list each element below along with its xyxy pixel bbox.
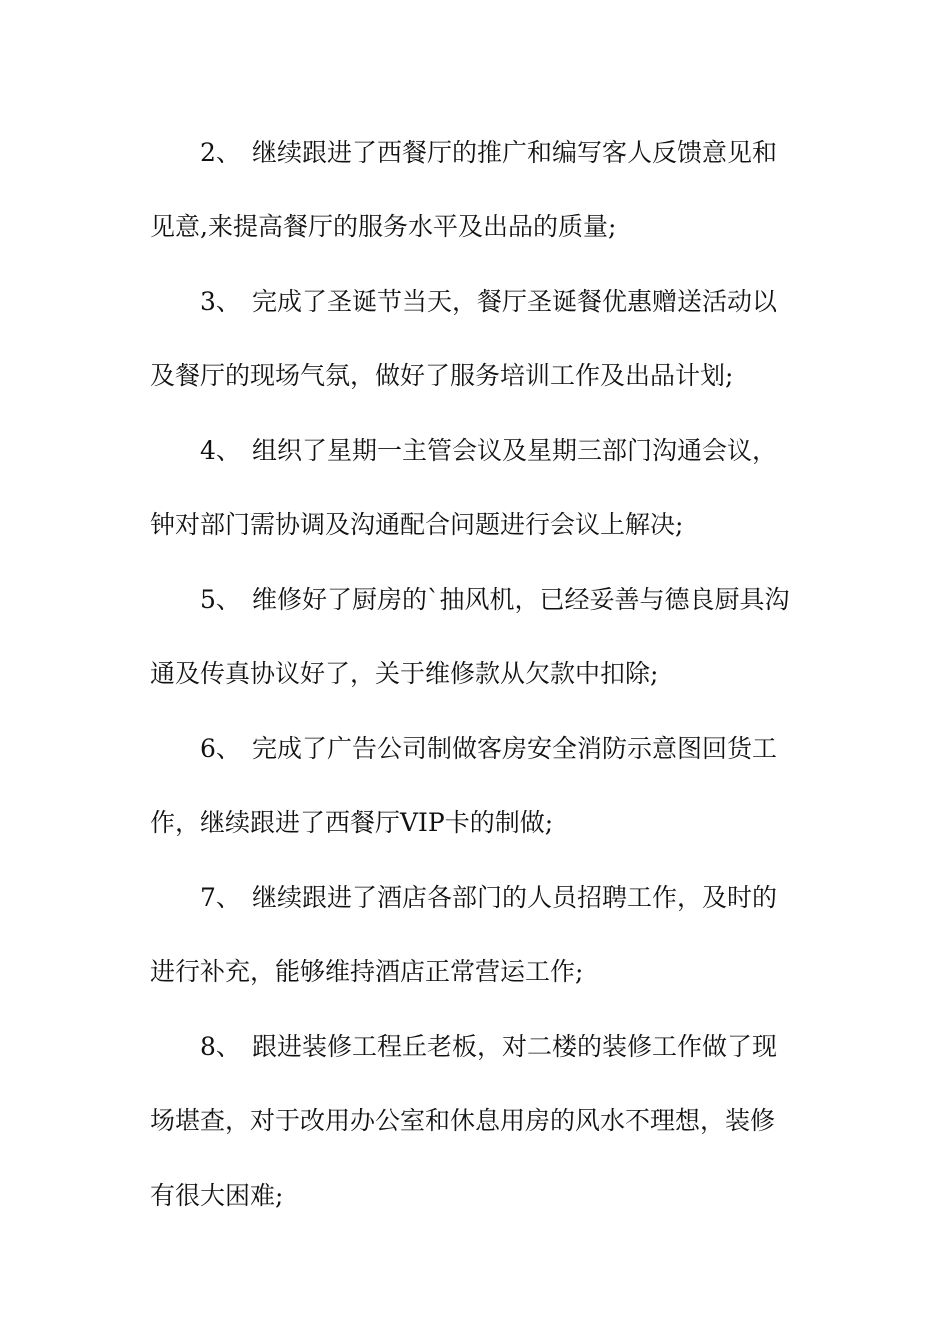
list-item xyxy=(200,729,800,769)
item-text: 继续跟进了西餐厅的推广和编写客人反馈意见和 xyxy=(252,138,778,167)
list-item xyxy=(200,282,800,322)
item-continuation: 见意,来提高餐厅的服务水平及出品的质量; xyxy=(150,212,617,241)
item-text: 跟进装修工程丘老板，对二楼的装修工作做了现 xyxy=(252,1032,778,1061)
item-continuation: 场堪查，对于改用办公室和休息用房的风水不理想，装修 xyxy=(150,1106,776,1135)
item-number: 5、 xyxy=(200,585,241,614)
item-continuation: 钟对部门需协调及沟通配合问题进行会议上解决; xyxy=(150,510,684,539)
list-item xyxy=(200,1027,800,1067)
item-text: 维修好了厨房的`抽风机，已经妥善与德良厨具沟 xyxy=(252,585,790,614)
list-item xyxy=(200,431,800,471)
list-item xyxy=(200,878,800,918)
item-continuation: 作，继续跟进了西餐厅VIP卡的制做; xyxy=(150,808,554,837)
item-number: 4、 xyxy=(200,436,241,465)
item-number: 7、 xyxy=(200,883,241,912)
item-continuation: 通及传真协议好了，关于维修款从欠款中扣除; xyxy=(150,659,659,688)
item-number: 3、 xyxy=(200,287,241,316)
item-text: 继续跟进了酒店各部门的人员招聘工作，及时的 xyxy=(252,883,778,912)
item-number: 2、 xyxy=(200,138,241,167)
item-text: 完成了圣诞节当天，餐厅圣诞餐优惠赠送活动以 xyxy=(252,287,778,316)
item-continuation: 有很大困难; xyxy=(150,1181,284,1210)
item-number: 8、 xyxy=(200,1032,241,1061)
item-text: 完成了广告公司制做客房安全消防示意图回货工 xyxy=(252,734,778,763)
item-continuation: 进行补充，能够维持酒店正常营运工作; xyxy=(150,957,584,986)
item-number: 6、 xyxy=(200,734,241,763)
item-continuation: 及餐厅的现场气氛，做好了服务培训工作及出品计划; xyxy=(150,361,734,390)
list-item xyxy=(200,580,800,620)
list-item xyxy=(200,133,800,173)
item-text: 组织了星期一主管会议及星期三部门沟通会议， xyxy=(252,436,778,465)
